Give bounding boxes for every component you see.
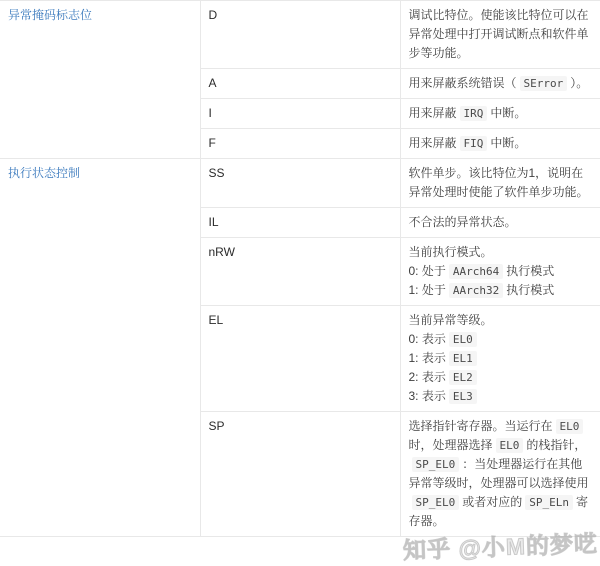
category-cell bbox=[0, 159, 200, 537]
inline-code: FIQ bbox=[460, 136, 488, 151]
description-cell: 软件单步。该比特位为1，说明在异常处理时使能了软件单步功能。 bbox=[400, 159, 600, 208]
inline-code: AArch32 bbox=[449, 283, 503, 298]
field-name-cell: SP bbox=[200, 412, 400, 537]
category-link[interactable]: 异常掩码标志位 bbox=[8, 8, 93, 22]
description-cell: 选择指针寄存器。当运行在 EL0时，处理器选择 EL0 的栈指针， SP_EL0 ：当处理器运行在其他异常等级时，处理器可以选择使用SP_EL0 或者对应的 SP_ELn 寄存器。 bbox=[400, 412, 600, 537]
inline-code: EL0 bbox=[496, 438, 524, 453]
field-name-cell: SS bbox=[200, 159, 400, 208]
table-row bbox=[0, 159, 600, 208]
inline-code: IRQ bbox=[460, 106, 488, 121]
inline-code: EL2 bbox=[449, 370, 477, 385]
zhihu-watermark: 知乎 @小M的梦呓 bbox=[402, 530, 599, 564]
field-name-cell: I bbox=[200, 99, 400, 129]
description-cell: 用来屏蔽 FIQ 中断。 bbox=[400, 129, 600, 159]
description-cell: 不合法的异常状态。 bbox=[400, 208, 600, 238]
field-name-cell: D bbox=[200, 1, 400, 69]
description-cell: 当前执行模式。 0: 处于 AArch64 执行模式 1: 处于 AArch32 执行模式 bbox=[400, 238, 600, 306]
inline-code: SError bbox=[520, 76, 568, 91]
category-cell bbox=[0, 1, 200, 159]
description-cell: 用来屏蔽系统错误（ SError ）。 bbox=[400, 69, 600, 99]
field-name-cell: IL bbox=[200, 208, 400, 238]
description-cell: 用来屏蔽 IRQ 中断。 bbox=[400, 99, 600, 129]
pstate-bitfield-table-body bbox=[0, 1, 600, 537]
field-name-cell: EL bbox=[200, 306, 400, 412]
inline-code: SP_EL0 bbox=[412, 457, 460, 472]
inline-code: EL0 bbox=[556, 419, 584, 434]
field-name-cell: F bbox=[200, 129, 400, 159]
field-name-cell: nRW bbox=[200, 238, 400, 306]
inline-code: SP_EL0 bbox=[412, 495, 460, 510]
inline-code: EL0 bbox=[449, 332, 477, 347]
field-name-cell: A bbox=[200, 69, 400, 99]
inline-code: SP_ELn bbox=[525, 495, 573, 510]
inline-code: AArch64 bbox=[449, 264, 503, 279]
inline-code: EL1 bbox=[449, 351, 477, 366]
category-link[interactable]: 执行状态控制 bbox=[8, 166, 81, 180]
inline-code: EL3 bbox=[449, 389, 477, 404]
description-cell: 当前异常等级。 0: 表示 EL0 1: 表示 EL1 2: 表示 EL2 3: 表示 EL3 bbox=[400, 306, 600, 412]
description-cell: 调试比特位。使能该比特位可以在异常处理中打开调试断点和软件单步等功能。 bbox=[400, 1, 600, 69]
table-row bbox=[0, 1, 600, 69]
